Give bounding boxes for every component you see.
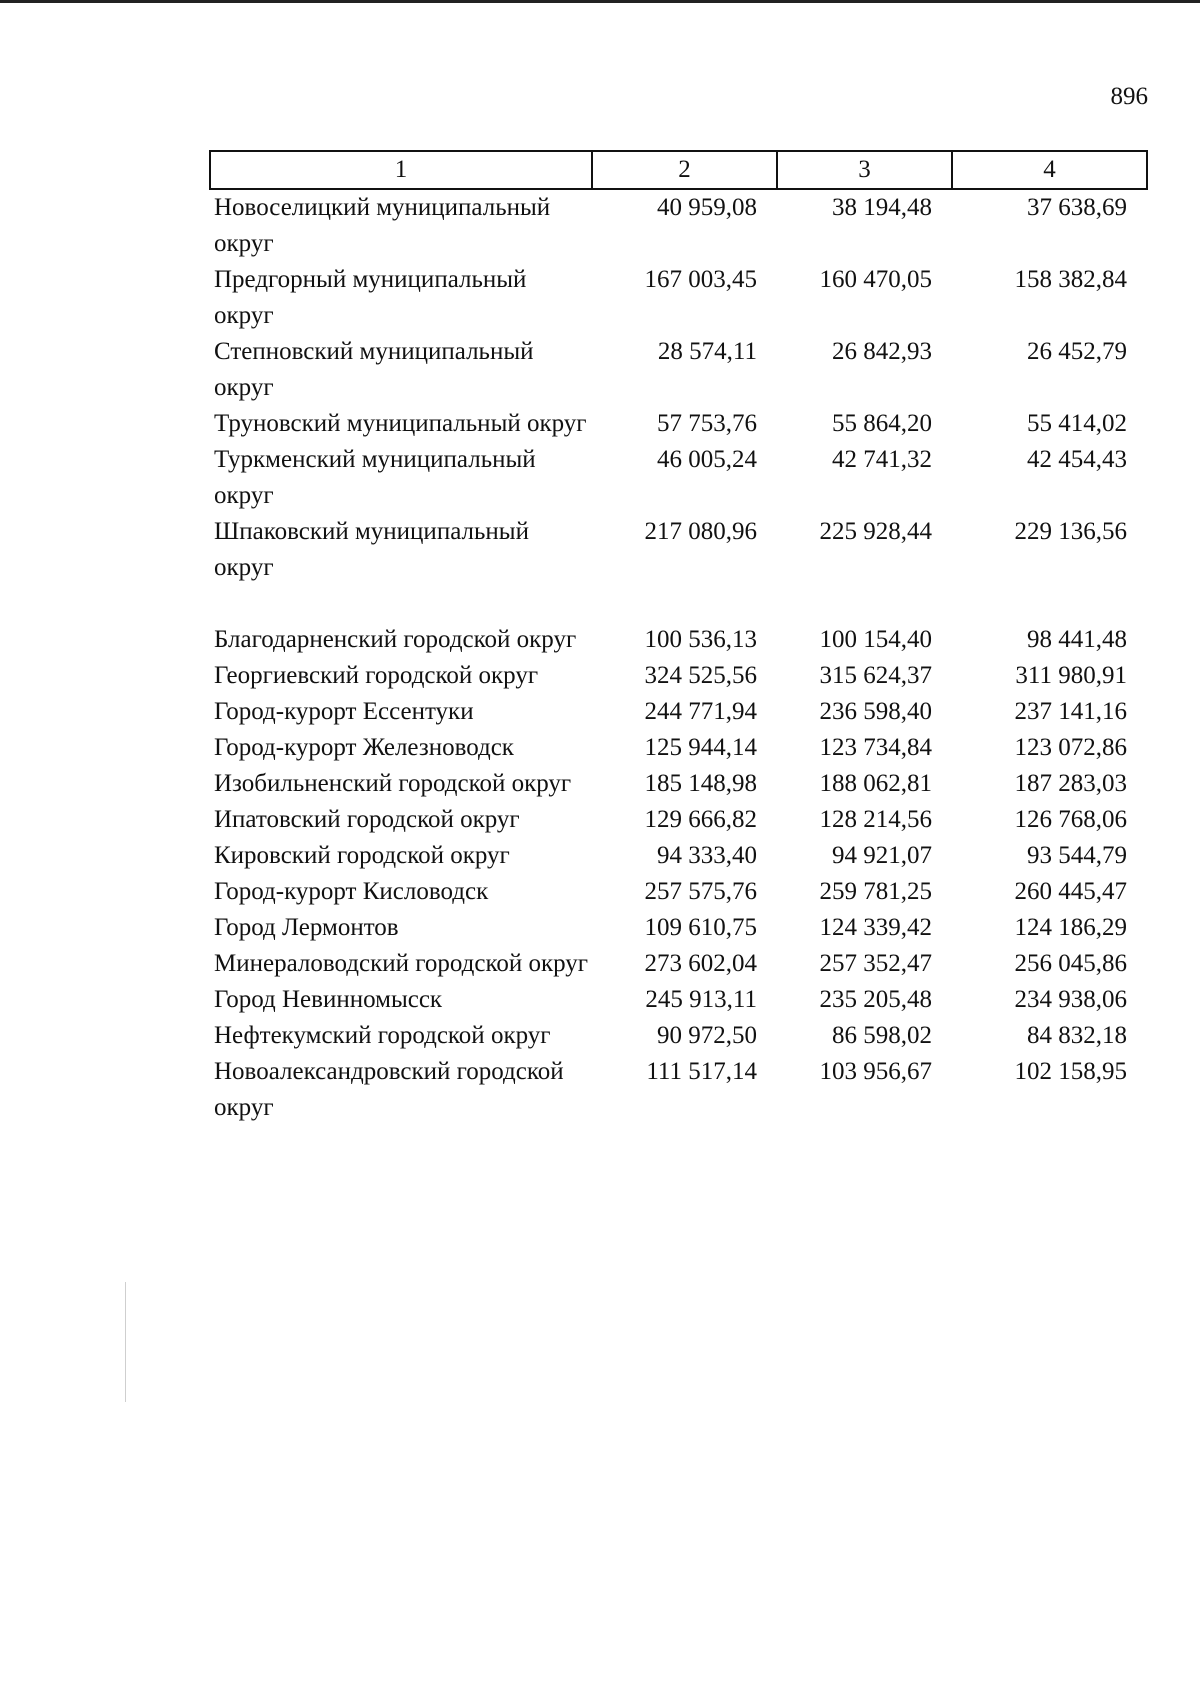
value-col-2: 257 575,76 [644, 878, 757, 905]
value-col-4: 42 454,43 [1027, 446, 1127, 473]
column-header-3: 3 [777, 151, 952, 189]
scan-edge-mark [125, 1282, 126, 1402]
district-name: Город-курорт Ессентуки [214, 698, 474, 725]
value-col-2: 90 972,50 [657, 1022, 757, 1049]
value-col-4: 124 186,29 [1014, 914, 1127, 941]
value-col-2: 28 574,11 [657, 338, 757, 365]
budget-table [209, 150, 1148, 1126]
value-col-2: 217 080,96 [644, 518, 757, 545]
table-row [210, 802, 1147, 838]
value-col-3: 259 781,25 [819, 878, 932, 905]
value-col-2: 46 005,24 [657, 446, 757, 473]
district-name: Город-курорт Кисловодск [214, 878, 489, 905]
district-name: Ипатовский городской округ [214, 806, 520, 833]
district-name: Новоалександровский городской округ [214, 1058, 564, 1121]
value-col-3: 124 339,42 [819, 914, 932, 941]
district-name: Труновский муниципальный округ [214, 410, 587, 437]
value-col-3: 225 928,44 [819, 518, 932, 545]
district-name: Изобильненский городской округ [214, 770, 572, 797]
value-col-2: 111 517,14 [646, 1058, 757, 1085]
value-col-3: 26 842,93 [832, 338, 932, 365]
value-col-2: 185 148,98 [644, 770, 757, 797]
table-row [210, 910, 1147, 946]
value-col-4: 229 136,56 [1014, 518, 1127, 545]
table-row [210, 658, 1147, 694]
table-row [210, 622, 1147, 658]
value-col-4: 37 638,69 [1027, 194, 1127, 221]
district-name: Нефтекумский городской округ [214, 1022, 551, 1049]
table-row [210, 730, 1147, 766]
value-col-4: 84 832,18 [1027, 1022, 1127, 1049]
value-col-4: 93 544,79 [1027, 842, 1127, 869]
table-row [210, 189, 1147, 262]
value-col-4: 311 980,91 [1015, 662, 1127, 689]
value-col-3: 128 214,56 [819, 806, 932, 833]
value-col-4: 158 382,84 [1014, 266, 1127, 293]
district-name: Туркменский муниципальный округ [214, 446, 536, 509]
district-name: Степновский муниципальный округ [214, 338, 534, 401]
value-col-2: 100 536,13 [644, 626, 757, 653]
table-body [210, 189, 1147, 1126]
top-rule [0, 0, 1200, 3]
value-col-4: 187 283,03 [1014, 770, 1127, 797]
district-name: Город Невинномысск [214, 986, 443, 1013]
value-col-2: 57 753,76 [657, 410, 757, 437]
table-row [210, 838, 1147, 874]
value-col-4: 98 441,48 [1027, 626, 1127, 653]
group-spacer [210, 586, 1147, 622]
table-row [210, 334, 1147, 406]
district-name: Кировский городской округ [214, 842, 510, 869]
value-col-2: 129 666,82 [644, 806, 757, 833]
value-col-3: 94 921,07 [832, 842, 932, 869]
table-row [210, 982, 1147, 1018]
table-row [210, 514, 1147, 586]
district-name: Шпаковский муниципальный округ [214, 518, 529, 581]
district-name: Новоселицкий муниципальный округ [214, 194, 551, 257]
value-col-2: 94 333,40 [657, 842, 757, 869]
value-col-4: 256 045,86 [1014, 950, 1127, 977]
value-col-3: 236 598,40 [819, 698, 932, 725]
district-name: Георгиевский городской округ [214, 662, 539, 689]
page-number: 896 [1110, 83, 1148, 110]
value-col-2: 324 525,56 [644, 662, 757, 689]
value-col-2: 125 944,14 [644, 734, 757, 761]
value-col-2: 40 959,08 [657, 194, 757, 221]
value-col-3: 235 205,48 [819, 986, 932, 1013]
value-col-4: 102 158,95 [1014, 1058, 1127, 1085]
value-col-4: 26 452,79 [1027, 338, 1127, 365]
value-col-3: 123 734,84 [819, 734, 932, 761]
value-col-3: 188 062,81 [819, 770, 932, 797]
value-col-3: 257 352,47 [819, 950, 932, 977]
value-col-3: 38 194,48 [832, 194, 932, 221]
value-col-3: 86 598,02 [832, 1022, 932, 1049]
district-name: Благодарненский городской округ [214, 626, 577, 653]
value-col-3: 103 956,67 [819, 1058, 932, 1085]
table-row [210, 874, 1147, 910]
table-row [210, 1054, 1147, 1126]
district-name: Город Лермонтов [214, 914, 399, 941]
table-row [210, 694, 1147, 730]
value-col-2: 245 913,11 [645, 986, 757, 1013]
value-col-2: 167 003,45 [644, 266, 757, 293]
table-row [210, 262, 1147, 334]
value-col-3: 42 741,32 [832, 446, 932, 473]
value-col-3: 315 624,37 [819, 662, 932, 689]
value-col-4: 123 072,86 [1014, 734, 1127, 761]
value-col-2: 109 610,75 [644, 914, 757, 941]
table-row [210, 442, 1147, 514]
value-col-4: 126 768,06 [1014, 806, 1127, 833]
table-header-row [210, 151, 1147, 189]
value-col-3: 55 864,20 [832, 410, 932, 437]
column-header-4: 4 [952, 151, 1147, 189]
column-header-2: 2 [592, 151, 777, 189]
value-col-4: 260 445,47 [1014, 878, 1127, 905]
value-col-2: 244 771,94 [644, 698, 757, 725]
value-col-4: 55 414,02 [1027, 410, 1127, 437]
column-header-1: 1 [210, 151, 592, 189]
district-name: Город-курорт Железноводск [214, 734, 514, 761]
table-row [210, 406, 1147, 442]
table-row [210, 766, 1147, 802]
value-col-3: 160 470,05 [819, 266, 932, 293]
district-name: Минераловодский городской округ [214, 950, 589, 977]
group-spacer-row [210, 586, 1147, 622]
value-col-4: 237 141,16 [1014, 698, 1127, 725]
table-row [210, 946, 1147, 982]
district-name: Предгорный муниципальный округ [214, 266, 527, 329]
value-col-4: 234 938,06 [1014, 986, 1127, 1013]
table-row [210, 1018, 1147, 1054]
value-col-3: 100 154,40 [819, 626, 932, 653]
value-col-2: 273 602,04 [644, 950, 757, 977]
